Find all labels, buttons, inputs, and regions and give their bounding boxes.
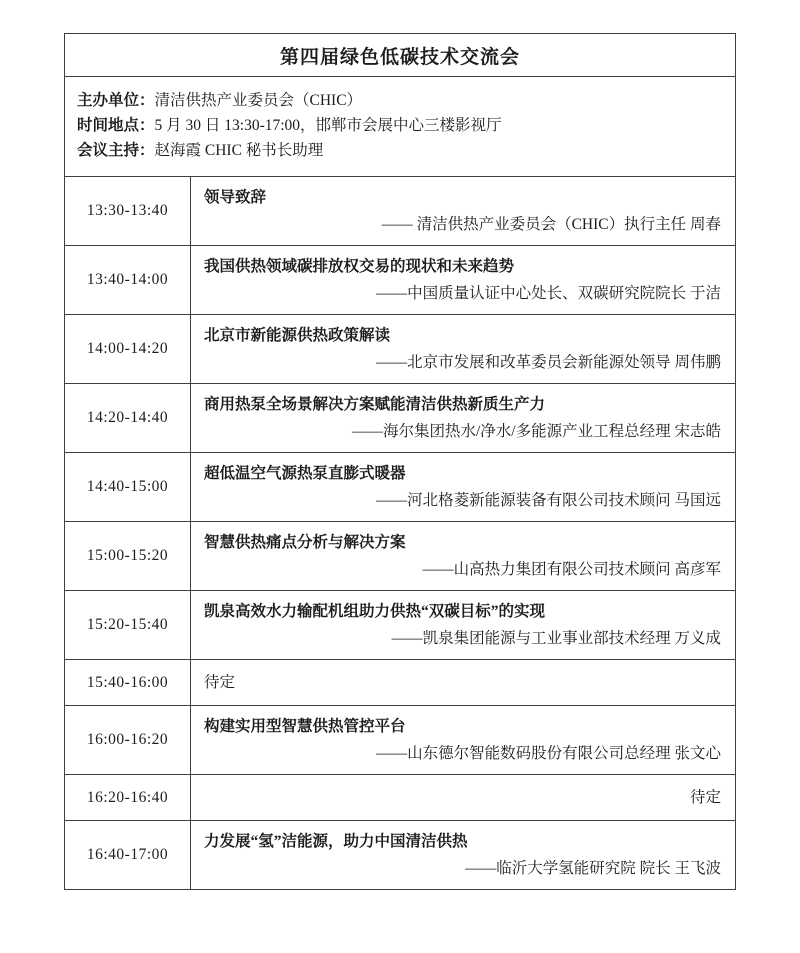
conference-title: 第四届绿色低碳技术交流会 bbox=[279, 46, 520, 68]
session-row bbox=[65, 522, 735, 591]
session-row bbox=[65, 453, 735, 522]
session-row-pending bbox=[65, 775, 735, 821]
agenda-page bbox=[64, 33, 736, 890]
session-speaker: ——山高热力集团有限公司技术顾问 高彦军 bbox=[422, 561, 721, 578]
session-time: 15:00-15:20 bbox=[65, 522, 191, 590]
agenda-table bbox=[64, 33, 736, 890]
session-topic: 北京市新能源供热政策解读 bbox=[204, 327, 391, 344]
session-topic: 我国供热领域碳排放权交易的现状和未来趋势 bbox=[204, 258, 515, 275]
session-content bbox=[191, 706, 735, 774]
session-time: 14:40-15:00 bbox=[65, 453, 191, 521]
session-row bbox=[65, 246, 735, 315]
conference-info bbox=[65, 77, 735, 177]
session-content bbox=[191, 315, 735, 383]
time-place-label: 时间地点： bbox=[77, 117, 155, 134]
session-row bbox=[65, 821, 735, 889]
session-topic: 领导致辞 bbox=[204, 189, 267, 206]
session-speaker: ——海尔集团热水/净水/多能源产业工程总经理 宋志皓 bbox=[352, 423, 721, 440]
session-time: 14:20-14:40 bbox=[65, 384, 191, 452]
session-content bbox=[191, 660, 735, 705]
session-content bbox=[191, 453, 735, 521]
session-row bbox=[65, 591, 735, 660]
session-topic: 超低温空气源热泵直膨式暖器 bbox=[204, 465, 406, 482]
session-speaker: ——河北格菱新能源装备有限公司技术顾问 马国远 bbox=[376, 492, 721, 509]
session-topic: 力发展“氢”洁能源，助力中国清洁供热 bbox=[204, 833, 468, 850]
session-content bbox=[191, 522, 735, 590]
session-row bbox=[65, 177, 735, 246]
session-pending-note: 待定 bbox=[204, 674, 236, 691]
organizer-label: 主办单位： bbox=[77, 92, 155, 109]
host-value: 赵海霞 CHIC 秘书长助理 bbox=[154, 142, 324, 159]
session-time: 15:40-16:00 bbox=[65, 660, 191, 705]
session-time: 14:00-14:20 bbox=[65, 315, 191, 383]
session-row-pending bbox=[65, 660, 735, 706]
session-content bbox=[191, 775, 735, 820]
session-time: 16:40-17:00 bbox=[65, 821, 191, 889]
session-time: 16:00-16:20 bbox=[65, 706, 191, 774]
host-label: 会议主持： bbox=[77, 142, 155, 159]
session-content bbox=[191, 591, 735, 659]
session-topic: 商用热泵全场景解决方案赋能清洁供热新质生产力 bbox=[204, 396, 546, 413]
session-pending-note: 待定 bbox=[689, 789, 721, 806]
session-topic: 凯泉高效水力输配机组助力供热“双碳目标”的实现 bbox=[204, 603, 546, 620]
time-place-value: 5 月 30 日 13:30-17:00，邯郸市会展中心三楼影视厅 bbox=[154, 117, 502, 134]
session-row bbox=[65, 315, 735, 384]
info-host bbox=[77, 139, 723, 162]
session-speaker: ——中国质量认证中心处长、双碳研究院院长 于洁 bbox=[376, 285, 721, 302]
session-speaker: ——凯泉集团能源与工业事业部技术经理 万义成 bbox=[391, 630, 721, 647]
session-time: 16:20-16:40 bbox=[65, 775, 191, 820]
session-topic: 构建实用型智慧供热管控平台 bbox=[204, 718, 406, 735]
session-content bbox=[191, 384, 735, 452]
session-content bbox=[191, 246, 735, 314]
title-row bbox=[65, 34, 735, 77]
session-row bbox=[65, 706, 735, 775]
session-content bbox=[191, 177, 735, 245]
session-speaker: ——北京市发展和改革委员会新能源处领导 周伟鹏 bbox=[376, 354, 721, 371]
session-time: 13:30-13:40 bbox=[65, 177, 191, 245]
organizer-value: 清洁供热产业委员会（CHIC） bbox=[154, 92, 363, 109]
session-row bbox=[65, 384, 735, 453]
session-topic: 智慧供热痛点分析与解决方案 bbox=[204, 534, 406, 551]
session-time: 15:20-15:40 bbox=[65, 591, 191, 659]
info-time-place bbox=[77, 114, 723, 137]
session-content bbox=[191, 821, 735, 889]
session-speaker: ——山东德尔智能数码股份有限公司总经理 张文心 bbox=[376, 745, 721, 762]
session-time: 13:40-14:00 bbox=[65, 246, 191, 314]
session-speaker: —— 清洁供热产业委员会（CHIC）执行主任 周春 bbox=[381, 216, 721, 233]
session-speaker: ——临沂大学氢能研究院 院长 王飞波 bbox=[465, 860, 721, 877]
info-organizer bbox=[77, 89, 723, 112]
